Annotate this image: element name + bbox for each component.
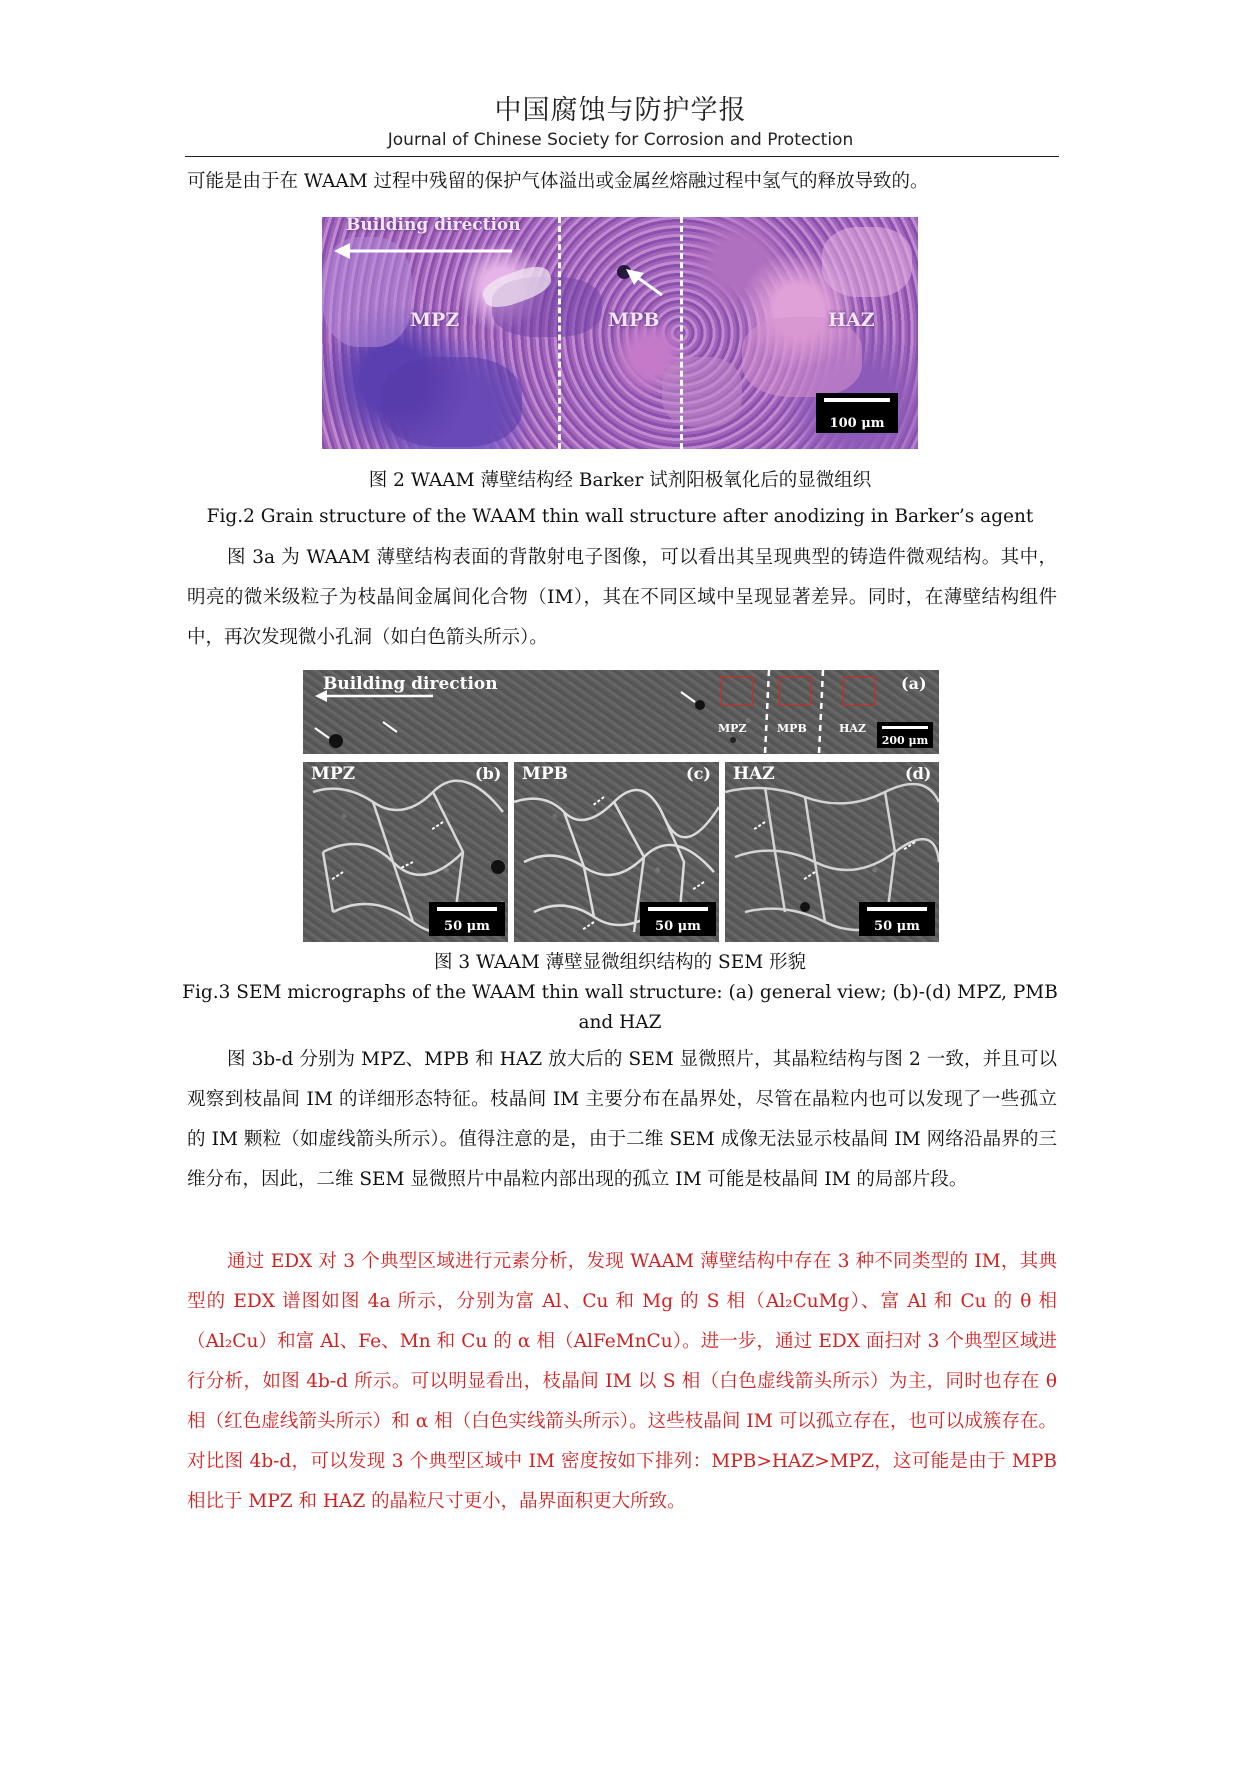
mpz-region-box <box>721 676 753 706</box>
panel-d-label: HAZ <box>733 764 775 784</box>
mpz-label: MPZ <box>410 309 460 331</box>
figure-3c-sem <box>514 762 719 942</box>
scale-bar-50um <box>859 902 935 936</box>
scale-bar-label: 50 μm <box>655 919 701 934</box>
intro-line: 可能是由于在 WAAM 过程中残留的保护气体溢出或金属丝熔融过程中氢气的释放导致的。 <box>187 171 929 192</box>
figure-2-caption-en: Fig.2 Grain structure of the WAAM thin wall structure after anodizing in Barker’s agent <box>206 506 1034 527</box>
pore <box>695 700 705 710</box>
scale-bar-line <box>882 726 928 729</box>
haz-region-box <box>843 676 875 706</box>
scale-bar-line <box>867 907 927 911</box>
scale-bar-label: 200 μm <box>881 734 929 747</box>
scale-bar-100um <box>816 393 898 433</box>
pore-arrow <box>315 728 329 738</box>
scale-bar-label: 100 μm <box>829 416 885 431</box>
pore <box>491 860 505 874</box>
paragraph-1: 图 3a 为 WAAM 薄壁结构表面的背散射电子图像，可以看出其呈现典型的铸造件微观结构。其中，明亮的微米级粒子为枝晶间金属间化合物（IM），其在不同区域中呈现显著差异。同时，在薄壁结构组件中，再次发现微小孔洞（如白色箭头所示）。 <box>187 547 1057 648</box>
scale-bar-label: 50 μm <box>444 919 490 934</box>
figure-3-caption-en-line1: Fig.3 SEM micrographs of the WAAM thin wall structure: (a) general view; (b)-(d) MPZ, PMB <box>182 982 1058 1003</box>
boundary-line-2 <box>819 670 823 754</box>
figure-3-caption-cn: 图 3 WAAM 薄壁显微组织结构的 SEM 形貌 <box>433 952 807 973</box>
dashed-arrow <box>592 797 604 806</box>
dashed-arrow <box>803 872 815 880</box>
scale-bar-200um <box>877 722 933 748</box>
mpz-small-label: MPZ <box>718 722 747 735</box>
panel-c-label: MPB <box>522 764 568 784</box>
mpb-small-label: MPB <box>777 722 807 735</box>
journal-title-cn: 中国腐蚀与防护学报 <box>494 95 747 126</box>
panel-b-label: MPZ <box>311 764 356 784</box>
pore-arrow <box>383 722 397 732</box>
mpb-label: MPB <box>608 309 660 331</box>
scale-bar-50um <box>640 902 716 936</box>
boundary-line-1 <box>558 217 561 449</box>
dashed-arrow <box>331 872 343 880</box>
pore <box>730 737 736 743</box>
building-direction-label: Building direction <box>346 217 521 235</box>
boundary-line-1 <box>765 670 769 754</box>
pore-arrowhead <box>626 269 644 285</box>
figure-2-caption-cn: 图 2 WAAM 薄壁结构经 Barker 试剂阳极氧化后的显微组织 <box>368 470 872 491</box>
figure-3a-sem <box>303 670 939 754</box>
panel-d-tag: (d) <box>905 764 932 783</box>
boundary-line-2 <box>680 217 683 449</box>
panel-b-tag: (b) <box>475 764 502 783</box>
scale-bar-line <box>437 907 497 911</box>
pore <box>329 734 343 748</box>
figure-3b-sem <box>303 762 508 942</box>
journal-title-en: Journal of Chinese Society for Corrosion and Protection <box>387 130 854 150</box>
dashed-arrow <box>692 882 704 890</box>
scale-bar-50um <box>429 902 505 936</box>
dashed-arrow <box>753 822 765 830</box>
mpb-region-box <box>779 676 811 706</box>
scale-bar-line <box>648 907 708 911</box>
dashed-arrow <box>401 862 413 868</box>
dashed-arrow <box>582 922 594 930</box>
figure-2-micrograph <box>322 217 918 449</box>
paragraph-3: 通过 EDX 对 3 个典型区域进行元素分析，发现 WAAM 薄壁结构中存在 3 种不同类型的 IM，其典型的 EDX 谱图如图 4a 所示，分别为富 Al、Cu 和 Mg 的 S 相（Al₂CuMg）、富 Al 和 Cu 的 θ 相（Al₂Cu）和富 Al、Fe、Mn 和 Cu 的 α 相（AlFeMnCu）。进一步，通过 EDX 面扫对 3 个典型区域进行分析，如图 4b-d 所示。可以明显看出，枝晶间 IM 以 S 相（白色虚线箭头所示）为主，同时也存在 θ 相（红色虚线箭头所示）和 α 相（白色实线箭头所示）。这些枝晶间 IM 可以孤立存在，也可以成簇存在。对比图 4b-d，可以发现 3 个典型区域中 IM 密度按如下排列：MPB>HAZ>MPZ，这可能是由于 MPB 相比于 MPZ 和 HAZ 的晶粒尺寸更小，晶界面积更大所致。 <box>187 1251 1057 1512</box>
pore-arrow <box>681 692 695 702</box>
scale-bar-line <box>824 398 890 402</box>
panel-c-tag: (c) <box>686 764 711 783</box>
pore <box>800 902 810 912</box>
haz-label: HAZ <box>828 309 875 331</box>
header-rule <box>185 156 1059 157</box>
haz-small-label: HAZ <box>839 722 866 735</box>
paragraph-2: 图 3b-d 分别为 MPZ、MPB 和 HAZ 放大后的 SEM 显微照片，其晶粒结构与图 2 一致，并且可以观察到枝晶间 IM 的详细形态特征。枝晶间 IM 主要分布在晶界处，尽管在晶粒内也可以发现了一些孤立的 IM 颗粒（如虚线箭头所示）。值得注意的是，由于二维 SEM 成像无法显示枝晶间 IM 网络沿晶界的三维分布，因此，二维 SEM 显微照片中晶粒内部出现的孤立 IM 可能是枝晶间 IM 的局部片段。 <box>187 1049 1057 1190</box>
scale-bar-label: 50 μm <box>874 919 920 934</box>
figure-3d-sem <box>725 762 939 942</box>
direction-arrowhead <box>334 243 350 259</box>
panel-a-tag: (a) <box>901 674 927 693</box>
building-direction-label: Building direction <box>323 674 498 694</box>
figure-3-caption-en-line2: and HAZ <box>578 1012 662 1033</box>
dashed-arrow <box>431 822 443 830</box>
